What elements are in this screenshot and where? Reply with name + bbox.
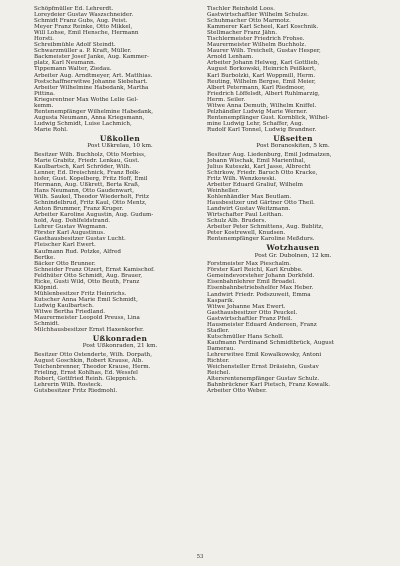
register-line: Gastwirtschaftler Wilhelm Schulze.	[207, 12, 309, 19]
register-line: Kaufmann Rud. Potzke, Alfred	[34, 248, 121, 255]
register-line: Schirkow, Friedr. Baruch Otto Kracke,	[207, 169, 318, 176]
register-line: Gemeindevorsteher Johann Dorkfeld.	[207, 273, 315, 280]
register-line: Schwarzmüller a. P. Kraft, Müller.	[34, 48, 132, 55]
register-line: Feldhüter Otto Schmidt, Aug. Brauer,	[34, 272, 143, 279]
register-line: Stellmacher Franz Jähn.	[207, 30, 278, 37]
register-line: Karl Burbolzki, Karl Woppmill, Herm.	[207, 72, 316, 79]
register-line: Schulz Alb. Bruders.	[207, 218, 267, 225]
register-line: Lehrer Gustav Wegmann.	[34, 224, 108, 231]
register-line: Teichenbrenner, Theodor Krause, Herm.	[34, 364, 151, 371]
register-line: Tischlermeister Friedrich Frohse.	[207, 36, 305, 43]
register-line: Förster Karl Reichl, Karl Krubbe.	[207, 267, 303, 274]
register-line: Rentenempfänger Wilhelmine Habedank,	[34, 108, 154, 115]
register-line: Arbeiter Johann Helweg, Karl Gottlieb,	[207, 60, 320, 67]
register-line: Besitzer Aug. Liedenburg, Emil Jodmatzen,	[207, 151, 332, 158]
register-line: Maurer Wilh. Treichelt, Gustav Hesper,	[207, 48, 321, 55]
register-line: kemm.	[34, 102, 54, 109]
register-line: Witwe Bertha Friedland.	[34, 309, 106, 315]
register-line: mine Ludwig Lehr, Schaffer, Aug.	[207, 120, 304, 127]
locality-post-info: Post Ußkrelau, 10 km.	[87, 143, 153, 150]
register-line: Arbeiter Wilhelmine Habedank, Martha	[34, 84, 149, 91]
locality-heading: Wotzhausen	[266, 243, 320, 253]
register-line: Arbeiter Aug. Arndtmeyer, Art. Matthias.	[34, 72, 153, 79]
register-line: Bahnbrückner Karl Pietsch, Franz Kowalk.	[207, 382, 331, 389]
register-line: Besitzer Otto Ostenderte, Wilh. Dorpath,	[34, 351, 153, 358]
register-line: Lehrerin Wilh. Rosteck.	[34, 382, 103, 389]
register-line: Kutschmüller Hans Scholl.	[207, 333, 284, 340]
register-line: Tippemann Walter, Ziedau.	[34, 66, 112, 73]
register-line: Hausmeister Eduard Andereen, Franz	[207, 321, 317, 328]
register-line: Bertke.	[34, 254, 56, 261]
register-line: hofer, Gust. Kopelberg, Fritz Hoff, Emil	[34, 175, 148, 182]
register-line: August Borkowski, Heinrich Peißkert,	[207, 66, 317, 73]
register-line: Gasthausbesitzer Otto Peuckel.	[207, 309, 298, 316]
register-line: Loreydeier Gustav Waszschneider.	[34, 12, 134, 19]
register-line: Ludwig Schmidt, Luise Lachmich,	[34, 120, 132, 127]
locality-post-info: Post Boranoskiten, 5 km.	[256, 143, 330, 150]
register-line: Robert, Gottfried Reinh. Gleppnich.	[34, 376, 137, 383]
register-line: Albert Petermann, Karl Riedmoor,	[207, 84, 305, 91]
register-line: Reichel.	[207, 370, 231, 377]
register-line: Frieling, Ernst Kohlhas, Ed. Wessfel	[34, 370, 138, 377]
register-line: Arbeiter Peter Schmittens, Aug. Bublitz,	[207, 224, 324, 231]
register-line: Schuhmacher Otto Marmotz.	[207, 18, 291, 25]
register-line: Bäcker Otto Brunner.	[34, 260, 96, 267]
register-line: Landwirt Friedr. Podszuweit, Emma	[207, 291, 311, 298]
register-line: Pelzhändler Ludwig Marie Werner.	[207, 108, 308, 115]
register-line: Lenner, Ed. Dreischnick, Franz Bolk-	[34, 169, 141, 176]
register-line: Kohlenhändler Max Beutlam.	[207, 194, 292, 201]
locality-heading: Ußkollen	[99, 133, 141, 143]
register-line: Herm. Seiler.	[207, 96, 246, 103]
register-line: Gasthausbesitzer Gustav Lucht.	[34, 236, 126, 243]
register-line: Backmeister Josef Janke, Aug. Kammer-	[34, 54, 149, 61]
register-line: Kaufmann Ferdinand Schmidtbrück, August	[207, 339, 334, 346]
register-line: Schneider Franz Otzert, Ernst Kamischof.	[34, 266, 155, 273]
register-line: Schreibmühle Adolf Steindt.	[34, 42, 116, 49]
register-line: Ricke, Gusti Wild, Otto Beuth, Franz	[34, 278, 140, 285]
register-line: Damerau.	[207, 345, 236, 352]
register-line: Mühlenbesitzer Fritz Heinrichs.	[34, 290, 127, 297]
register-line: Maurermeister Wilhelm Buchholz.	[207, 42, 307, 49]
register-line: Rentenempfänger Gust. Kornblick, Wilhel-	[207, 114, 330, 121]
register-line: Johann Wischak, Emil Marienthal,	[207, 157, 306, 164]
register-line: Reuting, Wilhelm Bergse, Emil Meier,	[207, 78, 316, 85]
register-line: Besitzer Wilh. Buchholz, Otto Morbiss,	[34, 151, 146, 158]
register-line: Ludwig Kaulbartsch.	[34, 302, 94, 309]
register-line: Eisenbahnlehrer Emil Broadel.	[207, 279, 297, 286]
page-number: 53	[196, 554, 204, 560]
left-column	[34, 6, 206, 394]
register-line: Schmidt.	[34, 321, 60, 328]
register-line: Wilh. Saukel, Theodor Wiederholt, Fritz	[34, 194, 149, 201]
register-line: Peter Kostrewell, Knudsen.	[207, 230, 286, 237]
register-line: Arnold Lenham.	[207, 54, 254, 61]
register-line: Arbeiter Karoline Augustin, Aug. Gudum-	[34, 212, 154, 219]
register-line: Milchhausbesitzer Ernst Haxenkorfer.	[34, 327, 144, 334]
register-line: Gutsbesitzer Fritz Riedmohl.	[34, 388, 118, 395]
register-line: Friedrich Löffelsdt, Albert Ruhlmarzig,	[207, 90, 320, 97]
locality-heading: Ußseiten	[273, 133, 313, 143]
register-line: Wirtschafter Paul Leithan.	[207, 212, 284, 219]
register-line: Schöpfmüller Ed. Lehrerdt.	[34, 6, 114, 12]
register-line: Richter.	[207, 358, 230, 365]
register-line: Julius Kuteszki, Karl Jasse, Albrecht	[207, 163, 311, 170]
register-line: Augusta Neumann, Anna Kriegsmann,	[34, 114, 145, 121]
register-line: platz, Karl Neumann.	[34, 60, 96, 67]
register-line: August Goschkin, Robert Krause, Alb.	[34, 358, 144, 365]
register-line: Marie Rohl.	[34, 126, 68, 133]
register-line: Pittina.	[34, 90, 55, 97]
register-line: Förster Karl Augustinus.	[34, 230, 106, 237]
locality-post-info: Post Gr. Dubolnen, 12 km.	[254, 252, 332, 259]
register-line: Kammerer Karl Scheel, Karl Koschnik.	[207, 24, 319, 31]
register-line: Klöpnid.	[34, 284, 59, 291]
register-line: Tischler Reinhold Loos.	[207, 6, 275, 12]
register-line: Kutscher Anna Marie Emil Schmidt,	[34, 296, 138, 303]
locality-post-info: Post Ußkonraden, 21 km.	[82, 343, 158, 350]
register-line: Kaulbartsch, Karl Schröder, Wilh.	[34, 163, 132, 170]
register-line: Fritz Wilh. Wenzkowski.	[207, 175, 277, 182]
register-line: Hermann, Aug. Ußkrett, Berta Kraß,	[34, 182, 140, 189]
register-line: Will Lohse, Emil Hensche, Hermann	[34, 30, 139, 37]
locality-heading: Ußkonraden	[92, 334, 148, 344]
register-line: Stadler.	[207, 327, 230, 334]
register-line: Maurermeister Leopold Preuss, Lina	[34, 315, 140, 322]
register-line: Anton Brummer, Franz Kruger.	[34, 206, 124, 213]
register-line: Arbeiter Otto Weber.	[207, 388, 267, 395]
register-line: Rentenempfänger Karoline Meßdurs.	[207, 236, 315, 243]
register-line: Rudolf Karl Tonnel, Ludwig Brandner.	[207, 126, 317, 133]
register-line: Schmidt Franz Gubs, Aug. Peist.	[34, 18, 128, 25]
register-line: Hans Neumann, Otto Gaudenwart,	[34, 188, 135, 195]
register-line: Meyer Franz Reinke, Otto Mikkel,	[34, 24, 133, 31]
register-line: Eisenbahnbetriebshelfer Max Heber.	[207, 285, 314, 292]
register-line: Landwirt Gustav Weitzmann.	[207, 206, 291, 213]
register-line: Gastwirtschaftler Franz Pfeil.	[207, 315, 293, 322]
register-line: Horsti.	[34, 36, 54, 43]
register-line: Lehrerwitwe Emil Kowalkowsky, Antoni	[207, 351, 322, 358]
register-line: Hausbesitzer und Gärtner Otto Theil.	[207, 200, 315, 207]
register-line: Weichensteller Ernst Dräsiehn, Gustav	[207, 364, 319, 371]
register-line: Altersrentenempfänger Gustav Schulz.	[207, 376, 320, 383]
register-line: Schnindelbrud, Fritz Kaul, Otto Mentz,	[34, 200, 147, 207]
register-line: Marie Grabitz, Friedr. Lenkau, Gust.	[34, 157, 140, 164]
register-line: Postschaffnerwitwe Johanne Siebehart.	[34, 78, 148, 85]
register-line: Forstmeister Max Pieschalm.	[207, 261, 292, 268]
register-line: hold, Aug. Dohlfeldstrand.	[34, 218, 111, 225]
register-line: Arbeiter Eduard Graliuf, Wilhelm	[207, 182, 303, 189]
register-line: Witwe Anna Demuth, Wilhelm Kniffel.	[207, 102, 317, 109]
register-line: Kriegsrentner Max Wothe Lelie Gel-	[34, 96, 139, 103]
register-line: Weinheller.	[207, 188, 240, 195]
register-line: Kasparik.	[207, 297, 235, 304]
register-line: Witwe Johanne Max Ewert.	[207, 303, 286, 310]
right-column	[207, 6, 379, 394]
register-line: Fleischer Karl Ewert.	[34, 242, 96, 249]
